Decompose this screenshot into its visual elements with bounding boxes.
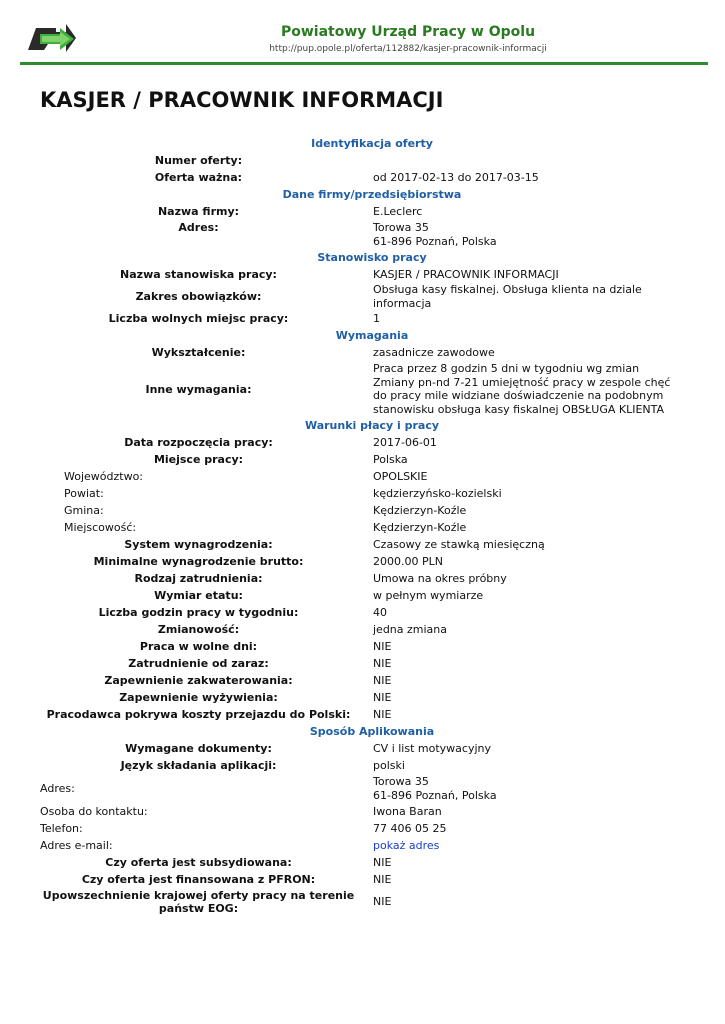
address-line: Torowa 35 bbox=[373, 775, 429, 788]
field-value: NIE bbox=[373, 872, 392, 886]
field-value: NIE bbox=[373, 855, 392, 869]
field-label: Nazwa stanowiska pracy: bbox=[120, 268, 277, 281]
field-label: Data rozpoczęcia pracy: bbox=[124, 436, 273, 449]
field-value: NIE bbox=[373, 690, 392, 704]
field-value bbox=[365, 775, 680, 802]
field-label: Czy oferta jest subsydiowana: bbox=[105, 856, 292, 869]
site-header bbox=[20, 18, 708, 65]
field-value: polski bbox=[373, 758, 405, 772]
field-label: Zmianowość: bbox=[157, 623, 240, 636]
address-line: Torowa 35 bbox=[373, 221, 429, 234]
field-label: Liczba wolnych miejsc pracy: bbox=[108, 312, 289, 325]
field-value: OPOLSKIE bbox=[373, 469, 428, 483]
field-label: Zatrudnienie od zaraz: bbox=[128, 657, 269, 670]
field-row bbox=[40, 706, 680, 723]
field-value: Umowa na okres próbny bbox=[373, 571, 507, 585]
section-heading: Wymagania bbox=[335, 329, 409, 342]
field-label: Adres e-mail: bbox=[40, 839, 113, 852]
field-row bbox=[40, 502, 680, 519]
field-row bbox=[40, 689, 680, 706]
field-row bbox=[40, 266, 680, 283]
field-value: NIE bbox=[373, 673, 392, 687]
field-value: Obsługa kasy fiskalnej. Obsługa klienta na dziale informacja bbox=[373, 283, 642, 310]
field-row bbox=[40, 803, 680, 820]
field-row bbox=[40, 820, 680, 837]
field-label: Liczba godzin pracy w tygodniu: bbox=[98, 606, 299, 619]
field-label: Zapewnienie wyżywienia: bbox=[119, 691, 278, 704]
field-label: Telefon: bbox=[40, 822, 83, 835]
field-value bbox=[365, 221, 680, 248]
field-label: Miejscowość: bbox=[64, 521, 137, 534]
field-label: System wynagrodzenia: bbox=[124, 538, 273, 551]
show-email-link[interactable]: pokaż adres bbox=[373, 838, 440, 852]
field-value: zasadnicze zawodowe bbox=[373, 345, 495, 359]
field-value: 2017-06-01 bbox=[373, 435, 437, 449]
field-row bbox=[40, 854, 680, 871]
field-row bbox=[40, 283, 680, 310]
field-label: Minimalne wynagrodzenie brutto: bbox=[93, 555, 304, 568]
field-value: Kędzierzyn-Koźle bbox=[373, 503, 467, 517]
field-value bbox=[365, 839, 680, 853]
field-row bbox=[40, 220, 680, 249]
field-label: Wykształcenie: bbox=[151, 346, 246, 359]
field-row bbox=[40, 672, 680, 689]
field-label: Inne wymagania: bbox=[145, 382, 252, 396]
field-label: Miejsce pracy: bbox=[153, 453, 244, 466]
page-title: KASJER / PRACOWNIK INFORMACJI bbox=[40, 88, 444, 112]
section-heading: Stanowisko pracy bbox=[317, 251, 427, 264]
field-label: Adres: bbox=[178, 221, 219, 234]
field-label: Gmina: bbox=[64, 504, 104, 517]
field-label: Powiat: bbox=[64, 487, 104, 500]
field-row bbox=[40, 536, 680, 553]
field-row bbox=[40, 638, 680, 655]
field-label: Język składania aplikacji: bbox=[120, 759, 277, 772]
field-row bbox=[40, 655, 680, 672]
field-label: Czy oferta jest finansowana z PFRON: bbox=[81, 873, 316, 886]
field-row bbox=[40, 837, 680, 854]
field-label: Upowszechnienie krajowej oferty pracy na terenie państw EOG: bbox=[42, 889, 355, 915]
field-row bbox=[40, 587, 680, 604]
field-row bbox=[40, 774, 680, 803]
section-heading: Sposób Aplikowania bbox=[309, 725, 435, 738]
field-label: Praca w wolne dni: bbox=[139, 640, 258, 653]
field-value: KASJER / PRACOWNIK INFORMACJI bbox=[373, 267, 559, 281]
field-value: E.Leclerc bbox=[373, 204, 423, 218]
field-value: NIE bbox=[373, 656, 392, 670]
field-row bbox=[40, 888, 680, 916]
field-row bbox=[40, 485, 680, 502]
field-row bbox=[40, 361, 680, 417]
field-value: Polska bbox=[373, 452, 408, 466]
page-url[interactable]: http://pup.opole.pl/oferta/112882/kasjer-pracownik-informacji bbox=[269, 44, 547, 54]
field-value: Kędzierzyn-Koźle bbox=[373, 520, 467, 534]
field-value: od 2017-02-13 do 2017-03-15 bbox=[373, 170, 539, 184]
field-value: 1 bbox=[373, 311, 380, 325]
field-row bbox=[40, 621, 680, 638]
field-row bbox=[40, 152, 680, 169]
field-row bbox=[40, 169, 680, 186]
field-row bbox=[40, 553, 680, 570]
section-heading: Dane firmy/przedsiębiorstwa bbox=[282, 188, 462, 201]
field-value: Czasowy ze stawką miesięczną bbox=[373, 537, 545, 551]
field-row bbox=[40, 203, 680, 220]
offer-details bbox=[40, 135, 680, 916]
field-row bbox=[40, 740, 680, 757]
field-label: Wymagane dokumenty: bbox=[125, 742, 272, 755]
field-row bbox=[40, 451, 680, 468]
field-value: Iwona Baran bbox=[373, 804, 442, 818]
field-row bbox=[40, 310, 680, 327]
field-label: Adres: bbox=[40, 782, 75, 795]
address-line: 61-896 Poznań, Polska bbox=[373, 788, 497, 802]
field-label: Wymiar etatu: bbox=[154, 589, 243, 602]
field-value: NIE bbox=[373, 639, 392, 653]
field-label: Rodzaj zatrudnienia: bbox=[134, 572, 263, 585]
field-value: 40 bbox=[373, 605, 387, 619]
field-label: Osoba do kontaktu: bbox=[40, 805, 148, 818]
field-label: Nazwa firmy: bbox=[157, 205, 240, 218]
field-label: Pracodawca pokrywa koszty przejazdu do Polski: bbox=[46, 708, 351, 721]
field-row bbox=[40, 570, 680, 587]
field-value: w pełnym wymiarze bbox=[373, 588, 484, 602]
field-row bbox=[40, 871, 680, 888]
field-row bbox=[40, 604, 680, 621]
section-heading: Identyfikacja oferty bbox=[311, 137, 433, 150]
site-title[interactable]: Powiatowy Urząd Pracy w Opolu bbox=[280, 24, 536, 40]
field-value: jedna zmiana bbox=[373, 622, 448, 636]
field-value: NIE bbox=[373, 895, 392, 909]
field-row bbox=[40, 757, 680, 774]
field-row bbox=[40, 344, 680, 361]
address-line: 61-896 Poznań, Polska bbox=[373, 234, 497, 248]
field-row bbox=[40, 468, 680, 485]
field-value: CV i list motywacyjny bbox=[373, 741, 492, 755]
field-label: Numer oferty: bbox=[154, 154, 243, 167]
field-value: NIE bbox=[373, 707, 392, 721]
field-value: 77 406 05 25 bbox=[373, 821, 447, 835]
field-value: 2000.00 PLN bbox=[373, 554, 443, 568]
field-row bbox=[40, 519, 680, 536]
section-heading: Warunki płacy i pracy bbox=[304, 419, 440, 432]
field-label: Zapewnienie zakwaterowania: bbox=[104, 674, 293, 687]
field-label: Województwo: bbox=[64, 470, 144, 483]
field-label: Zakres obowiązków: bbox=[135, 290, 262, 303]
field-value: Praca przez 8 godzin 5 dni w tygodniu wg zmian Zmiany pn-nd 7-21 umiejętność pracy w zespole chęć do pracy mile widziane doświadczenie na podobnym stanowisku obsługa kasy fiskalnej OBSŁUGA KLIENTA bbox=[373, 362, 671, 416]
field-label: Oferta ważna: bbox=[154, 171, 243, 184]
field-row bbox=[40, 434, 680, 451]
field-value: kędzierzyńsko-kozielski bbox=[373, 486, 502, 500]
